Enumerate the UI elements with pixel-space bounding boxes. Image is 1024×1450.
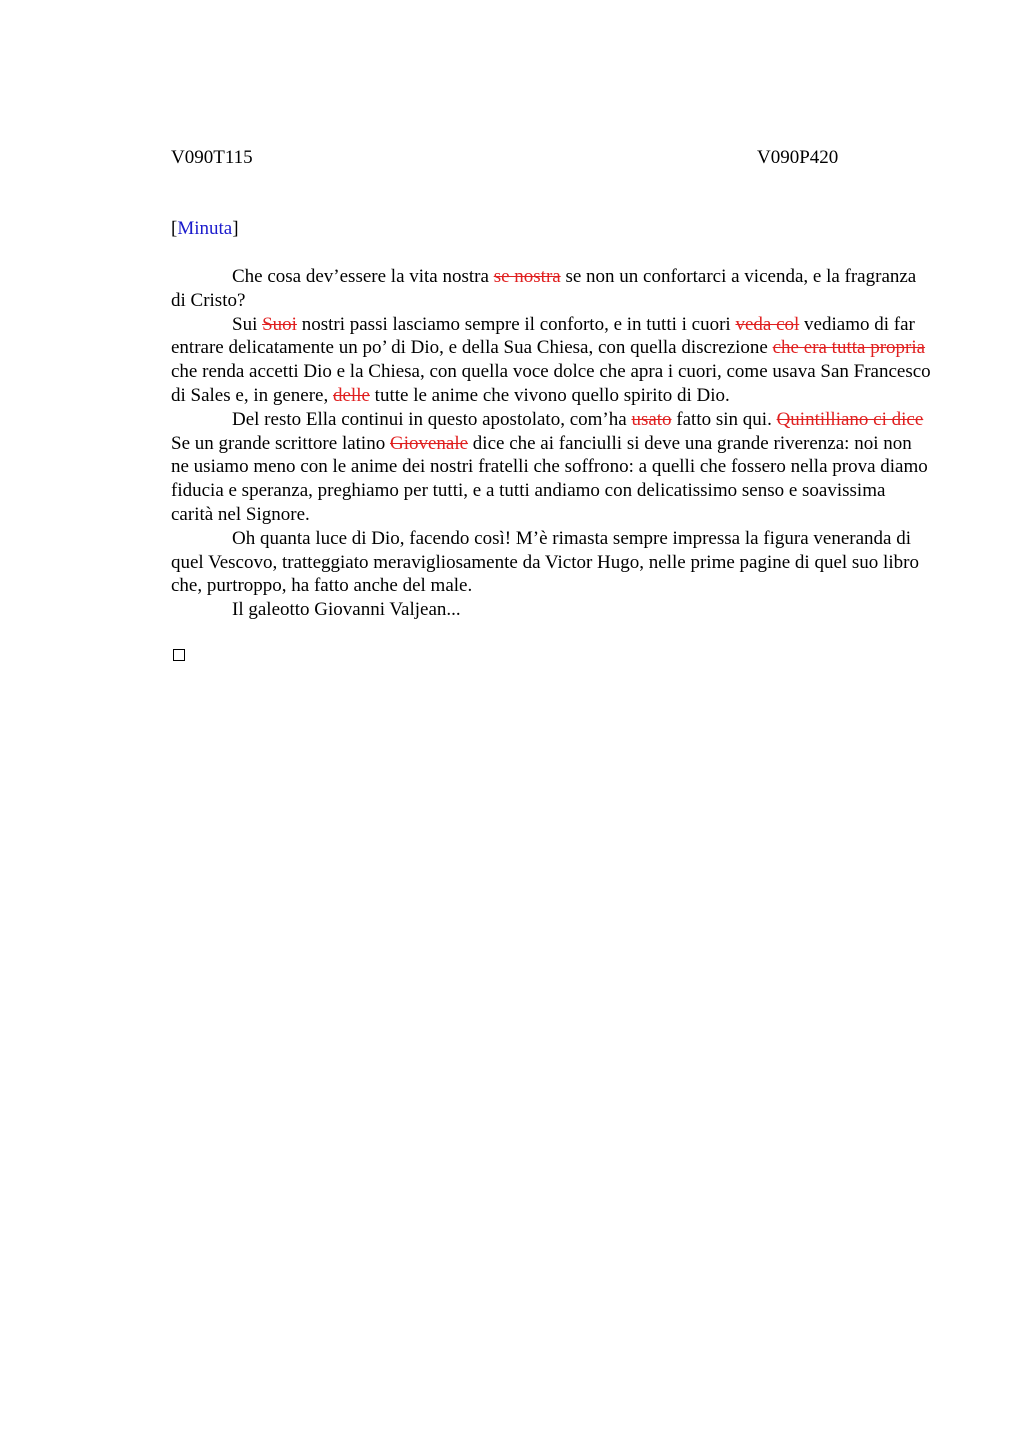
title-open-bracket: [ xyxy=(171,218,178,239)
paragraph-text: Oh quanta luce di Dio, facendo così! M’è rimasta sempre impressa la figura veneranda di quel Vescovo, tratteggiato meravigliosamente da Victor Hugo, nelle prime pagine di quel suo libro che, purtroppo, ha fatto anche del male. xyxy=(171,527,919,597)
paragraph-text: tutte le anime che vivono quello spirito di Dio. xyxy=(369,384,730,406)
deleted-text: Suoi xyxy=(262,313,297,335)
deleted-text: usato xyxy=(631,408,672,430)
document-title xyxy=(171,218,239,240)
paragraph-text: vediamo di far entrare delicatamente un po’ di Dio, e della Sua Chiesa, con quella discrezione xyxy=(171,313,915,359)
document-body xyxy=(171,265,931,622)
paragraph-text: dice che ai fanciulli si deve una grande riverenza: noi non ne usiamo meno con le anime dei nostri fratelli che soffrono: a quelli che fossero nella prova diamo fiducia e speranza, preghiamo per tutti, e a tutti andiamo con delicatissimo senso e soavissima carità nel Signore. xyxy=(171,432,928,525)
deleted-text: se nostra xyxy=(493,266,561,287)
deleted-text: che era tutta propria xyxy=(772,337,926,359)
deleted-text: veda col xyxy=(735,313,800,335)
deleted-text: Giovenale xyxy=(389,432,469,454)
title-label: Minuta xyxy=(177,218,233,239)
body-paragraph xyxy=(171,527,931,598)
paragraph-text: fatto sin qui. xyxy=(671,408,777,430)
paragraph-text: Che cosa dev’essere la vita nostra xyxy=(232,266,494,287)
paragraph-text: Il galeotto Giovanni Valjean... xyxy=(232,599,461,621)
document-code-left: V090T115 xyxy=(171,147,253,168)
deleted-text: delle xyxy=(332,384,370,406)
body-paragraph xyxy=(171,408,931,527)
paragraph-text: Sui xyxy=(232,313,263,335)
end-of-document-box-icon xyxy=(173,649,185,661)
paragraph-text: nostri passi lasciamo sempre il conforto, e in tutti i cuori xyxy=(296,313,736,335)
body-paragraph xyxy=(171,598,931,622)
body-paragraph xyxy=(171,265,931,313)
document-code-right: V090P420 xyxy=(757,147,839,168)
paragraph-text: Se un grande scrittore latino xyxy=(171,432,390,454)
deleted-text: Quintilliano ci dice xyxy=(776,408,924,430)
title-close-bracket: ] xyxy=(232,218,239,239)
paragraph-text: che renda accetti Dio e la Chiesa, con quella voce dolce che apra i cuori, come usava San Francesco di Sales e, in genere, xyxy=(171,361,931,406)
body-paragraph xyxy=(171,313,931,408)
paragraph-text: se non un confortarci a vicenda, e la fragranza di Cristo? xyxy=(171,266,917,311)
paragraph-text: Del resto Ella continui in questo apostolato, com’ha xyxy=(232,408,632,430)
